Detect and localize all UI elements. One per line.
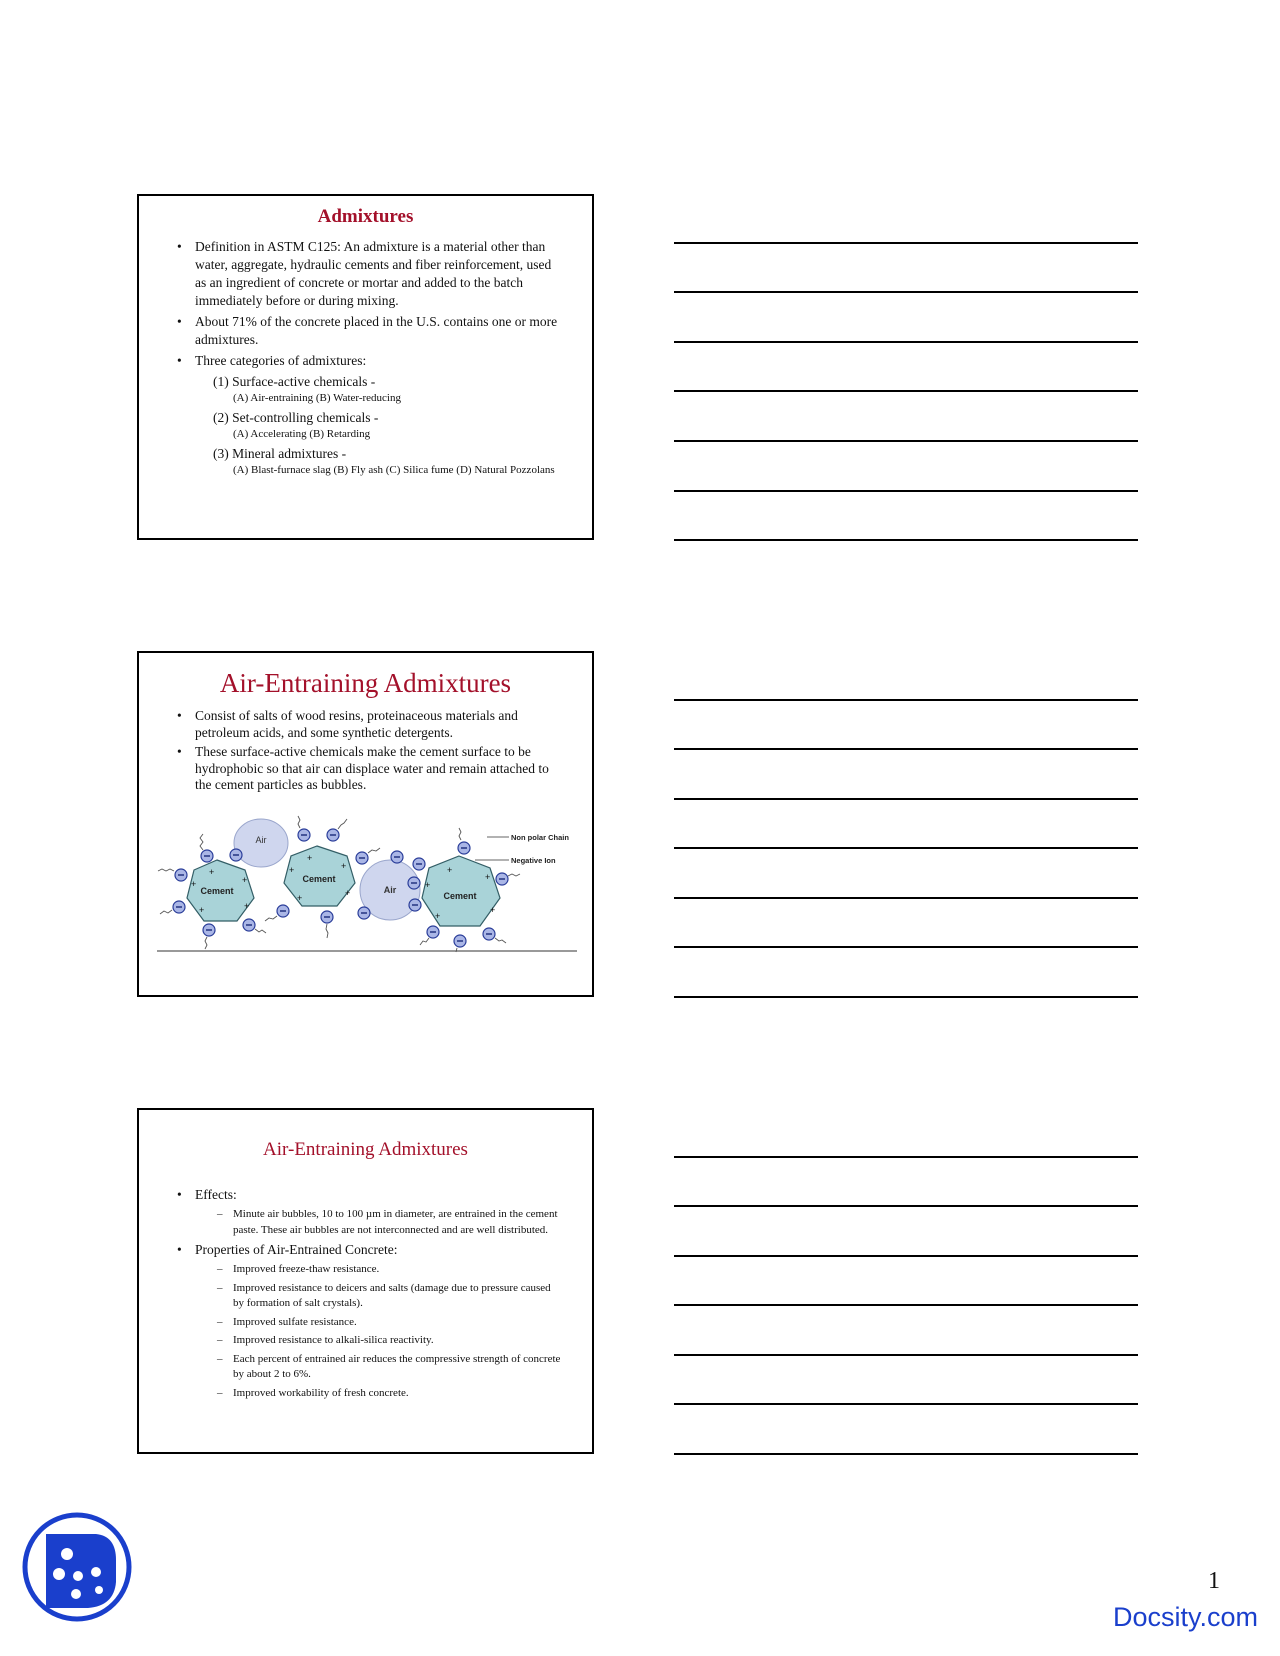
slide-air-entraining-2 [137, 1108, 594, 1454]
category-set-controlling-items: (A) Accelerating (B) Retarding [233, 428, 371, 440]
note-line [674, 242, 1138, 244]
note-line [674, 946, 1138, 948]
bullet-categories [177, 352, 562, 478]
category-mineral-items: (A) Blast-furnace slag (B) Fly ash (C) Silica fume (D) Natural Pozzolans [233, 464, 555, 476]
note-line [674, 699, 1138, 701]
svg-text:+: + [307, 853, 313, 863]
svg-text:+: + [289, 865, 295, 875]
bullet-properties [177, 1241, 562, 1401]
bullet-list [177, 238, 562, 481]
category-surface-active: (1) Surface-active chemicals - [213, 374, 376, 389]
bullet-usage: • About 71% of the concrete placed in the U.S. contains one or more admixtures. [177, 313, 562, 349]
note-line [674, 1453, 1138, 1455]
bullet-mechanism: • These surface-active chemicals make the cement surface to be hydrophobic so that air can displace water and remain attached to the cement particles as bubbles. [177, 744, 562, 794]
svg-text:+: + [490, 905, 496, 915]
svg-text:+: + [341, 861, 347, 871]
cement-label: Cement [302, 874, 336, 884]
svg-text:+: + [447, 865, 453, 875]
note-line [674, 847, 1138, 849]
note-line [674, 1255, 1138, 1257]
note-line [674, 1304, 1138, 1306]
note-line [674, 341, 1138, 343]
note-line [674, 897, 1138, 899]
note-line [674, 490, 1138, 492]
property-item: – Improved freeze-thaw resistance. [195, 1262, 562, 1278]
category-mineral: (3) Mineral admixtures - [213, 446, 347, 461]
category-set-controlling: (2) Set-controlling chemicals - [213, 410, 379, 425]
effect-item: – Minute air bubbles, 10 to 100 µm in diameter, are entrained in the cement paste. These air bubbles are not interconnected and are well distributed. [195, 1207, 562, 1238]
svg-text:+: + [297, 893, 303, 903]
property-item: – Improved resistance to deicers and salts (damage due to pressure caused by formation of salt crystals). [195, 1281, 562, 1312]
effects-heading: Effects: [195, 1187, 237, 1202]
svg-text:+: + [199, 905, 205, 915]
nonpolar-chain-label: Non polar Chain [511, 833, 569, 842]
property-item: – Improved workability of fresh concrete. [195, 1386, 562, 1402]
cement-label: Cement [443, 891, 477, 901]
air-entrainment-diagram [157, 813, 577, 953]
svg-text:+: + [191, 879, 197, 889]
docsity-logo-icon [22, 1512, 132, 1622]
brand-link[interactable]: Docsity.com [1112, 1602, 1258, 1632]
note-line [674, 440, 1138, 442]
air-label: Air [255, 835, 267, 845]
note-line [674, 1403, 1138, 1405]
svg-text:+: + [242, 875, 248, 885]
property-item: – Improved sulfate resistance. [195, 1315, 562, 1331]
note-line [674, 1156, 1138, 1158]
negative-ion-label: Negative Ion [511, 856, 556, 865]
note-line [674, 1205, 1138, 1207]
air-label: Air [383, 885, 397, 895]
bullet-list [177, 708, 562, 797]
note-line [674, 996, 1138, 998]
category-surface-active-items: (A) Air-entraining (B) Water-reducing [233, 392, 401, 404]
slide-admixtures [137, 194, 594, 540]
note-line [674, 748, 1138, 750]
note-line [674, 1354, 1138, 1356]
property-item: – Improved resistance to alkali-silica reactivity. [195, 1333, 562, 1349]
note-line [674, 291, 1138, 293]
svg-text:+: + [209, 867, 215, 877]
page-number: 1 [1208, 1568, 1220, 1594]
svg-text:+: + [485, 872, 491, 882]
bullet-definition: • Definition in ASTM C125: An admixture is a material other than water, aggregate, hydraulic cements and fiber reinforcement, used as an ingredient of concrete or mortar and added to the batch immediately before or during mixing. [177, 238, 562, 310]
svg-text:+: + [435, 911, 441, 921]
note-line [674, 539, 1138, 541]
bullet-effects [177, 1186, 562, 1238]
bullet-list [177, 1186, 562, 1404]
note-line [674, 390, 1138, 392]
slide-title: Air-Entraining Admixtures [263, 1139, 468, 1160]
svg-text:+: + [244, 901, 250, 911]
properties-heading: Properties of Air-Entrained Concrete: [195, 1242, 398, 1257]
categories-heading: Three categories of admixtures: [195, 353, 367, 368]
svg-text:+: + [425, 880, 431, 890]
svg-text:+: + [345, 888, 351, 898]
slide-title: Air-Entraining Admixtures [219, 668, 512, 698]
slide-title: Admixtures [317, 206, 414, 227]
bullet-composition: • Consist of salts of wood resins, proteinaceous materials and petroleum acids, and some synthetic detergents. [177, 708, 562, 741]
slide-air-entraining-1 [137, 651, 594, 997]
property-item: – Each percent of entrained air reduces the compressive strength of concrete by about 2 to 6%. [195, 1352, 562, 1383]
cement-label: Cement [200, 886, 234, 896]
note-line [674, 798, 1138, 800]
